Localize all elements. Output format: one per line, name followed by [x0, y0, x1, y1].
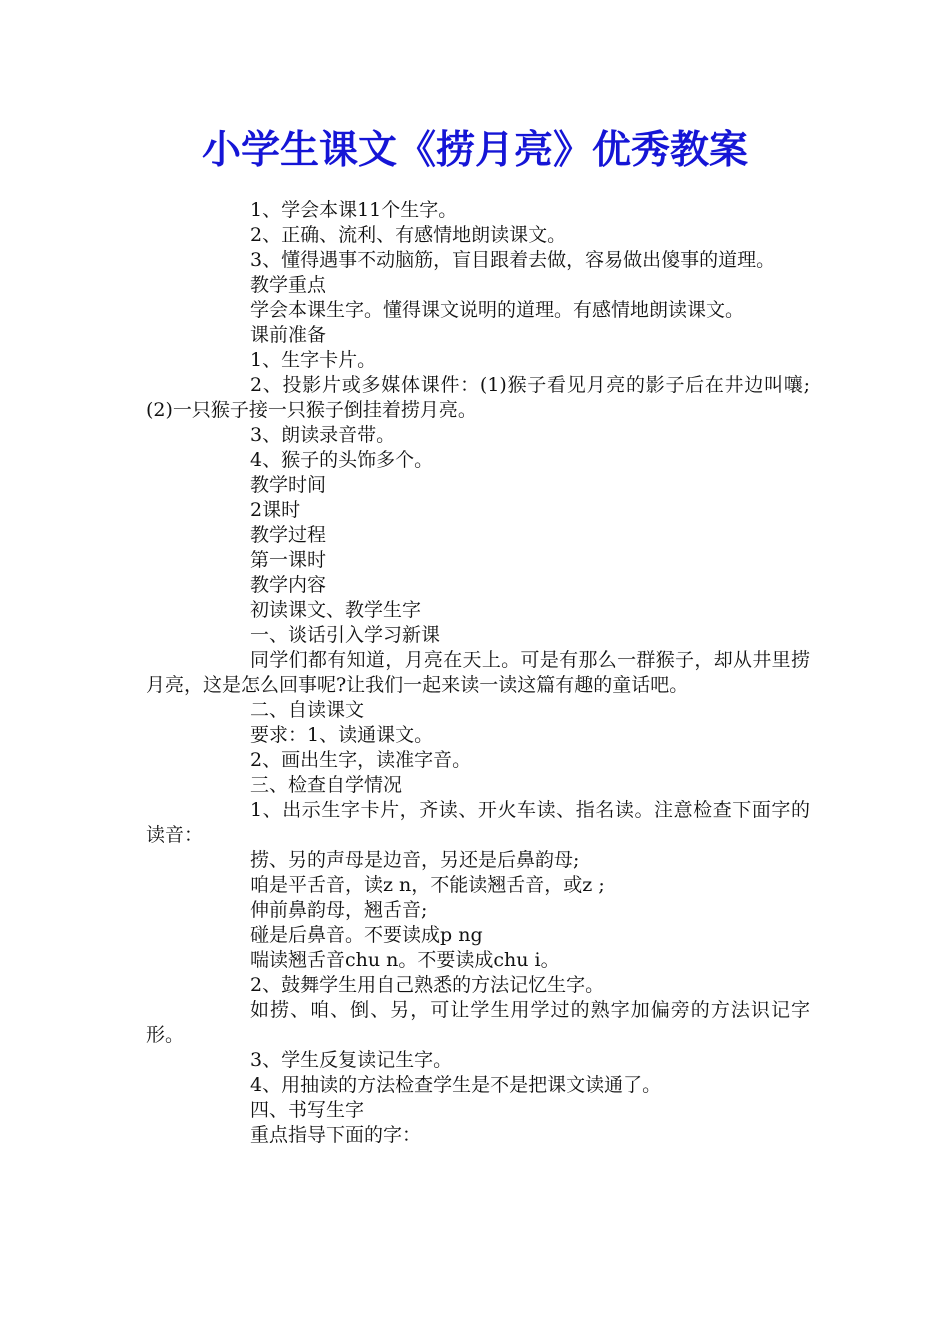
paragraph: 学会本课生字。懂得课文说明的道理。有感情地朗读课文。	[250, 299, 745, 321]
paragraph: 如捞、咱、倒、另，可让学生用学过的熟字加偏旁的方法识记字形。	[146, 999, 810, 1046]
paragraph: 伸前鼻韵母，翘舌音;	[250, 899, 428, 921]
paragraph: 重点指导下面的字：	[250, 1124, 422, 1146]
paragraph: 1、出示生字卡片，齐读、开火车读、指名读。注意检查下面字的读音：	[146, 799, 810, 846]
paragraph: 喘读翘舌音chu n。不要读成chu i。	[250, 949, 560, 971]
paragraph: 2课时	[250, 499, 301, 521]
paragraph: 教学重点	[250, 274, 327, 296]
paragraph: 2、鼓舞学生用自己熟悉的方法记忆生字。	[250, 974, 605, 996]
paragraph: 4、用抽读的方法检查学生是不是把课文读通了。	[250, 1074, 662, 1096]
paragraph: 4、猴子的头饰多个。	[250, 449, 434, 471]
paragraph: 二、自读课文	[250, 699, 365, 721]
paragraph: 教学过程	[250, 524, 327, 546]
paragraph: 课前准备	[250, 324, 327, 346]
paragraph: 三、检查自学情况	[250, 774, 403, 796]
document-title: 小学生课文《捞月亮》优秀教案	[201, 127, 748, 173]
paragraph: 捞、另的声母是边音，另还是后鼻韵母;	[250, 849, 580, 871]
paragraph: 四、书写生字	[250, 1099, 365, 1121]
paragraph: 一、谈话引入学习新课	[250, 624, 441, 646]
paragraph: 3、朗读录音带。	[250, 424, 396, 446]
paragraph: 教学时间	[250, 474, 327, 496]
paragraph: 3、学生反复读记生字。	[250, 1049, 453, 1071]
paragraph: 碰是后鼻音。不要读成p ng	[250, 924, 483, 946]
paragraph: 2、投影片或多媒体课件：(1)猴子看见月亮的影子后在井边叫嚷;(2)一只猴子接一只猴子倒挂着捞月亮。	[146, 374, 810, 421]
paragraph: 3、懂得遇事不动脑筋，盲目跟着去做，容易做出傻事的道理。	[250, 249, 776, 271]
paragraph: 要求：1、读通课文。	[250, 724, 434, 746]
document-body	[146, 198, 810, 1148]
paragraph: 第一课时	[250, 549, 327, 571]
paragraph: 1、学会本课11个生字。	[250, 199, 458, 221]
paragraph: 咱是平舌音，读z n，不能读翘舌音，或z ;	[250, 874, 605, 896]
paragraph: 2、画出生字，读准字音。	[250, 749, 472, 771]
paragraph: 初读课文、教学生字	[250, 599, 422, 621]
paragraph: 2、正确、流利、有感情地朗读课文。	[250, 224, 567, 246]
paragraph: 同学们都有知道，月亮在天上。可是有那么一群猴子，却从井里捞月亮，这是怎么回事呢?让我们一起来读一读这篇有趣的童话吧。	[146, 649, 810, 696]
paragraph: 1、生字卡片。	[250, 349, 377, 371]
paragraph: 教学内容	[250, 574, 327, 596]
